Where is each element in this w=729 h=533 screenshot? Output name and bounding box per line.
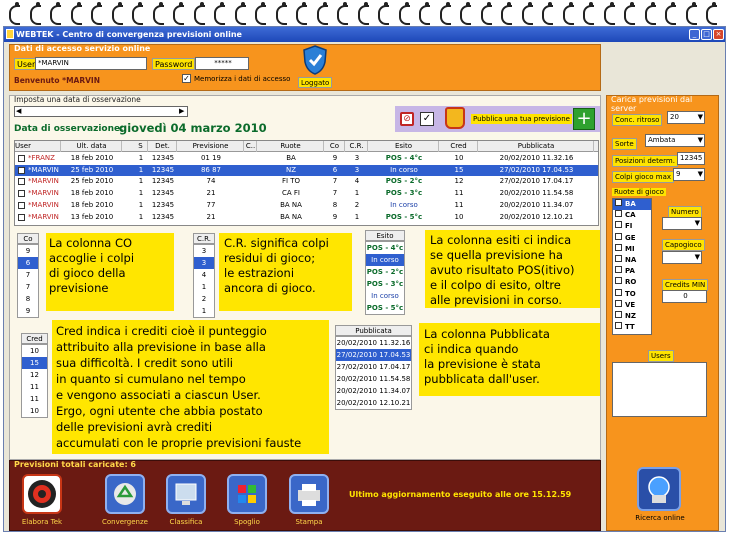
column-header[interactable]: Esito — [369, 141, 439, 152]
esito-mini-list — [365, 241, 405, 315]
monitor-icon — [168, 476, 204, 512]
ruota-checkbox[interactable] — [615, 244, 622, 251]
co-mini-cell: 7 — [25, 283, 31, 291]
cancel-icon[interactable]: ⊘ — [400, 112, 414, 126]
cell-cred: 15 — [454, 165, 464, 174]
cr-mini-cell: 3 — [194, 257, 214, 269]
remember-label: Memorizza i dati di accesso — [194, 75, 291, 83]
credits-input[interactable]: 0 — [662, 290, 707, 303]
column-header[interactable]: Ruote — [258, 141, 324, 152]
spiral-ring — [232, 0, 253, 24]
ruota-label: BA — [625, 200, 636, 208]
column-header[interactable]: Pubblicata — [479, 141, 594, 152]
pub-mini-cell: 20/02/2010 11.32.16 — [336, 339, 411, 347]
windows-icon — [229, 476, 265, 512]
co-mini-list — [17, 244, 39, 318]
shield-icon — [303, 45, 327, 75]
users-label: Users — [648, 350, 674, 362]
spiral-ring — [519, 0, 540, 24]
spiral-ring — [703, 0, 724, 24]
cred-note: Cred indica i crediti cioè il punteggio attribuito alla previsione in base alla sua difficoltà. I credit sono utili in quanto si cumulano nel tempo e vengono associati a ciascun User. Ergo, ogni utente che abbia postato delle previsioni avrà crediti accumulati con le proprie previsioni fauste — [52, 320, 329, 454]
table-row[interactable] — [15, 176, 598, 187]
spiral-ring — [293, 0, 314, 24]
check-icon[interactable]: ✓ — [420, 112, 434, 126]
spiral-ring — [88, 0, 109, 24]
colpi-select[interactable] — [673, 168, 705, 181]
table-row[interactable] — [15, 212, 598, 223]
cell-cred: 10 — [454, 212, 464, 221]
column-header[interactable]: Previsione — [178, 141, 244, 152]
spiral-ring — [683, 0, 704, 24]
row-checkbox[interactable] — [18, 178, 25, 185]
esito-mini-cell: In corso — [371, 292, 399, 300]
numero-label: Numero — [668, 206, 702, 218]
spiral-ring — [621, 0, 642, 24]
cell-c — [245, 212, 257, 223]
pub-mini-list — [335, 336, 412, 410]
cell-s: 1 — [138, 200, 144, 209]
capogioco-label: Capogioco — [662, 239, 705, 251]
scroll-left-icon[interactable]: ◀ — [16, 107, 22, 115]
conc-label: Conc. ritroso — [612, 114, 662, 126]
cr-mini-list — [193, 244, 215, 318]
spiral-ring — [396, 0, 417, 24]
online-search-button[interactable] — [637, 467, 681, 511]
cell-pub: 27/02/2010 17.04.53 — [499, 165, 574, 174]
recycle-icon — [107, 476, 143, 512]
scroll-right-icon[interactable]: ▶ — [179, 107, 185, 115]
ruota-label: CA — [625, 211, 636, 220]
table-row[interactable] — [15, 165, 598, 176]
last-update: Ultimo aggiornamento eseguito alle ore 15.12.59 — [349, 490, 572, 499]
date-scrollbar[interactable] — [14, 106, 188, 117]
spoglio-button[interactable] — [227, 474, 267, 514]
pub-mini-cell: 27/02/2010 17.04.53 — [336, 351, 411, 359]
ruota-item[interactable] — [613, 266, 651, 277]
stampa-label: Stampa — [295, 518, 323, 526]
cell-date: 25 feb 2010 — [70, 165, 114, 174]
cell-user: *MARVIN — [28, 212, 59, 221]
spiral-ring — [129, 0, 150, 24]
cr-mini-cell: 4 — [201, 271, 207, 279]
esito-mini-cell: POS - 3°c — [366, 280, 404, 288]
spiral-ring — [27, 0, 48, 24]
row-checkbox[interactable] — [18, 155, 25, 162]
ruota-checkbox[interactable] — [615, 233, 622, 240]
table-row[interactable] — [15, 200, 598, 211]
row-checkbox[interactable] — [18, 202, 25, 209]
cell-det: 12345 — [151, 212, 175, 221]
table-row[interactable] — [15, 153, 598, 164]
pub-mini-cell: 20/02/2010 12.10.21 — [336, 399, 411, 407]
cell-co: 6 — [332, 165, 338, 174]
cell-cr: 1 — [354, 212, 360, 221]
elabora-label: Elabora Tek — [21, 518, 63, 526]
online-search-label: Ricerca online — [635, 514, 685, 522]
cr-mini-header: C.R. — [193, 233, 215, 244]
cell-user: *FRANZ — [28, 154, 55, 162]
password-input[interactable]: ***** — [195, 57, 249, 70]
cell-esito: In corso — [390, 165, 418, 174]
convergenze-label: Convergenze — [102, 518, 148, 526]
co-mini-cell: 6 — [18, 257, 38, 269]
cell-co: 9 — [332, 154, 338, 162]
cr-mini-cell: 2 — [201, 295, 207, 303]
ruota-item[interactable] — [613, 311, 651, 322]
ruota-item[interactable] — [613, 244, 651, 255]
cred-mini-cell: 10 — [30, 407, 39, 415]
column-header[interactable]: C.. — [245, 142, 256, 150]
ruota-checkbox[interactable] — [615, 199, 622, 206]
cell-c — [245, 200, 257, 211]
chevron-down-icon[interactable]: ▼ — [697, 136, 703, 144]
ruota-label: PA — [625, 267, 635, 276]
stampa-button[interactable] — [289, 474, 329, 514]
classifica-button[interactable] — [166, 474, 206, 514]
spiral-ring — [478, 0, 499, 24]
esito-mini-cell: POS - 4°c — [366, 244, 404, 252]
row-checkbox[interactable] — [18, 214, 25, 221]
cell-ruote: BA NA — [280, 200, 302, 209]
cell-user: *MARVIN — [28, 177, 59, 186]
cell-cr: 4 — [354, 177, 360, 186]
password-label: Password — [152, 58, 195, 70]
column-header[interactable]: Co — [325, 141, 345, 152]
cell-esito: POS - 5°c — [385, 212, 423, 221]
spiral-ring — [252, 0, 273, 24]
esito-mini-cell: POS - 5°c — [366, 304, 404, 312]
cell-esito: POS - 2°c — [385, 177, 423, 186]
cell-date: 18 feb 2010 — [70, 200, 114, 209]
cell-prev: 74 — [206, 177, 216, 186]
pub-mini-cell: 20/02/2010 11.54.58 — [336, 375, 411, 383]
add-icon[interactable]: + — [573, 108, 595, 130]
spiral-ring — [498, 0, 519, 24]
ruota-label: MI — [625, 244, 635, 253]
sorte-label: Sorte — [612, 138, 637, 150]
cell-pub: 20/02/2010 12.10.21 — [499, 212, 574, 221]
cell-s: 1 — [138, 189, 144, 198]
cell-cr: 2 — [354, 200, 360, 209]
table-header — [15, 141, 598, 152]
co-mini-cell: 9 — [25, 307, 31, 315]
logged-status: Loggato — [298, 77, 332, 88]
ruota-label: VE — [625, 300, 636, 309]
column-header[interactable]: Cred — [440, 141, 478, 152]
pub-note: La colonna Pubblicata ci indica quando la previsione è stata pubblicata dall'user. — [419, 323, 600, 396]
cell-det: 12345 — [151, 200, 175, 209]
ruota-label: NA — [625, 255, 637, 264]
printer-icon — [291, 476, 327, 512]
spiral-binding — [0, 0, 729, 26]
cell-pub: 20/02/2010 11.34.07 — [499, 200, 574, 209]
cell-ruote: CA FI — [282, 189, 300, 198]
ruota-item[interactable] — [613, 233, 651, 244]
spiral-ring — [580, 0, 601, 24]
ruota-label: GE — [625, 233, 636, 242]
app-icon — [6, 29, 14, 39]
server-panel-title: Carica previsioni dal server — [611, 95, 693, 113]
cred-mini-cell: 12 — [30, 371, 39, 379]
cred-mini-cell: 11 — [30, 383, 39, 391]
spiral-ring — [191, 0, 212, 24]
publish-label[interactable]: Pubblica una tua previsione — [473, 115, 570, 123]
conc-value: 20 — [670, 113, 679, 121]
eye-icon — [24, 476, 60, 512]
cr-mini-cell: 1 — [201, 283, 207, 291]
cred-column — [21, 333, 48, 418]
spoglio-label: Spoglio — [234, 518, 260, 526]
pub-mini-cell: 20/02/2010 11.34.07 — [336, 387, 411, 395]
ruote-title: Ruote di gioco — [614, 188, 664, 196]
cell-c — [245, 165, 257, 176]
ruota-checkbox[interactable] — [615, 289, 622, 296]
cell-date: 13 feb 2010 — [70, 212, 114, 221]
cell-user: *MARVIN — [28, 165, 59, 174]
spiral-ring — [170, 0, 191, 24]
total-loaded: Previsioni totali caricate: 6 — [14, 460, 136, 469]
spiral-ring — [6, 0, 27, 24]
cell-cr: 3 — [354, 165, 360, 174]
cell-s: 1 — [138, 177, 144, 186]
cell-ruote: BA NA — [280, 212, 302, 221]
row-checkbox[interactable] — [18, 190, 25, 197]
ruota-label: NZ — [625, 311, 636, 320]
co-note: La colonna CO accoglie i colpi di gioco della previsione — [46, 233, 174, 311]
cell-co: 8 — [332, 200, 338, 209]
cell-date: 25 feb 2010 — [70, 177, 114, 186]
column-header[interactable]: Ult. data — [62, 141, 122, 152]
co-mini-cell: 7 — [25, 271, 31, 279]
users-list[interactable] — [612, 362, 707, 417]
cred-mini-cell: 10 — [30, 347, 39, 355]
spiral-ring — [539, 0, 560, 24]
ruota-checkbox[interactable] — [615, 277, 622, 284]
cell-s: 1 — [138, 154, 144, 162]
esito-mini-cell: POS - 2°c — [366, 268, 404, 276]
spiral-ring — [642, 0, 663, 24]
cell-prev: 21 — [206, 189, 216, 198]
classifica-label: Classifica — [169, 518, 203, 526]
ruota-checkbox[interactable] — [615, 255, 622, 262]
spiral-ring — [416, 0, 437, 24]
spiral-ring — [68, 0, 89, 24]
cr-column — [193, 233, 215, 318]
colpi-value: 9 — [676, 170, 681, 178]
ruota-checkbox[interactable] — [615, 266, 622, 273]
window-title: WEBTEK - Centro di convergenza previsioni online — [16, 30, 242, 39]
positions-label: Posizioni determ. — [612, 155, 678, 167]
chevron-down-icon[interactable]: ▼ — [697, 113, 703, 121]
ruota-item[interactable] — [613, 277, 651, 288]
table-row[interactable] — [15, 188, 598, 199]
access-group-title: Dati di accesso servizio online — [14, 44, 151, 53]
cell-ruote: BA — [286, 154, 296, 162]
cell-cred: 11 — [454, 200, 464, 209]
cred-mini-cell: 15 — [22, 357, 47, 369]
esito-mini-header: Esito — [365, 230, 405, 241]
ruota-label: FI — [625, 222, 633, 231]
ruota-label: RO — [625, 278, 637, 287]
bucket-icon[interactable] — [445, 107, 465, 129]
positions-input[interactable]: 12345 — [677, 152, 705, 165]
ruota-item[interactable] — [613, 300, 651, 311]
cell-date: 18 feb 2010 — [70, 189, 114, 198]
spiral-ring — [437, 0, 458, 24]
cell-cr: 3 — [354, 154, 360, 162]
ruota-label: TO — [625, 289, 636, 298]
pub-mini-header: Pubblicata — [335, 325, 412, 336]
cell-cr: 1 — [354, 189, 360, 198]
cell-cred: 12 — [454, 177, 464, 186]
cell-det: 12345 — [151, 189, 175, 198]
cell-co: 7 — [332, 189, 338, 198]
chevron-down-icon[interactable]: ▼ — [697, 170, 703, 178]
pub-column — [335, 325, 412, 410]
ruota-checkbox[interactable] — [615, 300, 622, 307]
cell-det: 12345 — [151, 177, 175, 186]
co-mini-cell: 9 — [25, 247, 31, 255]
cell-co: 7 — [332, 177, 338, 186]
spiral-ring — [150, 0, 171, 24]
spiral-ring — [601, 0, 622, 24]
ruota-item[interactable] — [613, 199, 651, 210]
spiral-ring — [560, 0, 581, 24]
spiral-ring — [334, 0, 355, 24]
ruota-item[interactable] — [613, 255, 651, 266]
column-header[interactable]: User — [15, 141, 61, 152]
chevron-down-icon[interactable]: ▼ — [694, 219, 700, 227]
spiral-ring — [375, 0, 396, 24]
capogioco-select[interactable] — [662, 251, 702, 264]
observation-group-title: Imposta una data di osservazione — [14, 95, 141, 104]
ruota-checkbox[interactable] — [615, 311, 622, 318]
co-mini-cell: 8 — [25, 295, 31, 303]
ruota-item[interactable] — [613, 322, 651, 333]
spiral-ring — [273, 0, 294, 24]
ruota-checkbox[interactable] — [615, 221, 622, 228]
date-value: giovedì 04 marzo 2010 — [119, 121, 267, 135]
spiral-ring — [47, 0, 68, 24]
date-label: Data di osservazione: — [14, 124, 124, 134]
user-input[interactable]: *MARVIN — [35, 57, 147, 70]
ruota-label: TT — [625, 323, 635, 332]
cell-pub: 20/02/2010 11.32.16 — [499, 154, 574, 162]
esito-note: La colonna esiti ci indica se quella previsione ha avuto risultato POS(itivo) e il colpo di esito, oltre alle previsioni in corso. — [425, 230, 600, 308]
user-label: User — [14, 58, 38, 70]
cell-pub: 27/02/2010 17.04.17 — [499, 177, 574, 186]
spiral-ring — [457, 0, 478, 24]
ruota-checkbox[interactable] — [615, 210, 622, 217]
cell-det: 12345 — [151, 154, 175, 162]
cell-c — [245, 153, 257, 164]
globe-search-icon — [639, 469, 679, 509]
chevron-down-icon[interactable]: ▼ — [694, 253, 700, 261]
elabora-button[interactable] — [22, 474, 62, 514]
cell-prev: 77 — [206, 200, 216, 209]
maximize-button[interactable]: □ — [701, 29, 712, 40]
row-checkbox[interactable] — [18, 167, 25, 174]
spiral-ring — [109, 0, 130, 24]
numero-select[interactable] — [662, 217, 702, 230]
cell-esito: POS - 4°c — [385, 154, 423, 162]
sorte-select[interactable] — [645, 134, 705, 147]
ruota-checkbox[interactable] — [615, 322, 622, 329]
cred-mini-list — [21, 344, 48, 418]
co-column — [17, 233, 39, 318]
cell-c — [245, 176, 257, 187]
cell-s: 1 — [138, 165, 144, 174]
pub-mini-cell: 27/02/2010 17.04.17 — [336, 363, 411, 371]
sorte-value: Ambata — [648, 136, 676, 144]
spiral-ring — [314, 0, 335, 24]
colpi-label: Colpi gioco max — [612, 171, 674, 183]
cred-mini-header: Cred — [21, 333, 48, 344]
cr-mini-cell: 3 — [201, 247, 207, 255]
ruote-list — [612, 198, 652, 335]
cell-det: 12345 — [151, 165, 175, 174]
credits-label: Credits MIN — [662, 279, 708, 291]
cell-ruote: FI TO — [281, 177, 301, 186]
ruota-item[interactable] — [613, 221, 651, 232]
ruota-item[interactable] — [613, 210, 651, 221]
welcome-text: Benvenuto *MARVIN — [14, 76, 100, 85]
cell-s: 1 — [138, 212, 144, 221]
cred-mini-cell: 11 — [30, 395, 39, 403]
spiral-ring — [211, 0, 232, 24]
esito-mini-cell: In corso — [366, 254, 404, 266]
cell-date: 18 feb 2010 — [70, 154, 114, 162]
co-mini-header: Co — [17, 233, 39, 244]
spiral-ring — [662, 0, 683, 24]
remember-checkbox[interactable]: ✓ — [183, 74, 190, 83]
cr-mini-cell: 1 — [201, 307, 207, 315]
cell-prev: 21 — [206, 212, 216, 221]
convergenze-button[interactable] — [105, 474, 145, 514]
column-header[interactable]: C.R. — [346, 141, 368, 152]
spiral-ring — [355, 0, 376, 24]
cell-prev: 86 87 — [200, 165, 222, 174]
cr-note: C.R. significa colpi residui di gioco; le estrazioni ancora di gioco. — [219, 233, 352, 311]
cell-esito: POS - 3°c — [385, 189, 423, 198]
conc-select[interactable] — [667, 111, 705, 124]
cell-user: *MARVIN — [28, 200, 59, 209]
column-header[interactable]: Det. — [149, 141, 177, 152]
cell-c — [245, 188, 257, 199]
cell-ruote: NZ — [285, 165, 297, 174]
ruota-item[interactable] — [613, 289, 651, 300]
esito-column — [365, 230, 405, 315]
cell-user: *MARVIN — [28, 189, 59, 198]
cell-esito: In corso — [390, 200, 418, 209]
cell-cred: 10 — [454, 154, 464, 162]
cell-cred: 11 — [454, 189, 464, 198]
cell-prev: 01 19 — [200, 154, 222, 162]
column-header[interactable]: S — [134, 141, 148, 152]
table-body — [15, 153, 598, 223]
title-bar — [4, 27, 725, 42]
cell-co: 9 — [332, 212, 338, 221]
cell-pub: 20/02/2010 11.54.58 — [499, 189, 574, 198]
minimize-button[interactable]: _ — [689, 29, 700, 40]
close-button[interactable]: × — [713, 29, 724, 40]
